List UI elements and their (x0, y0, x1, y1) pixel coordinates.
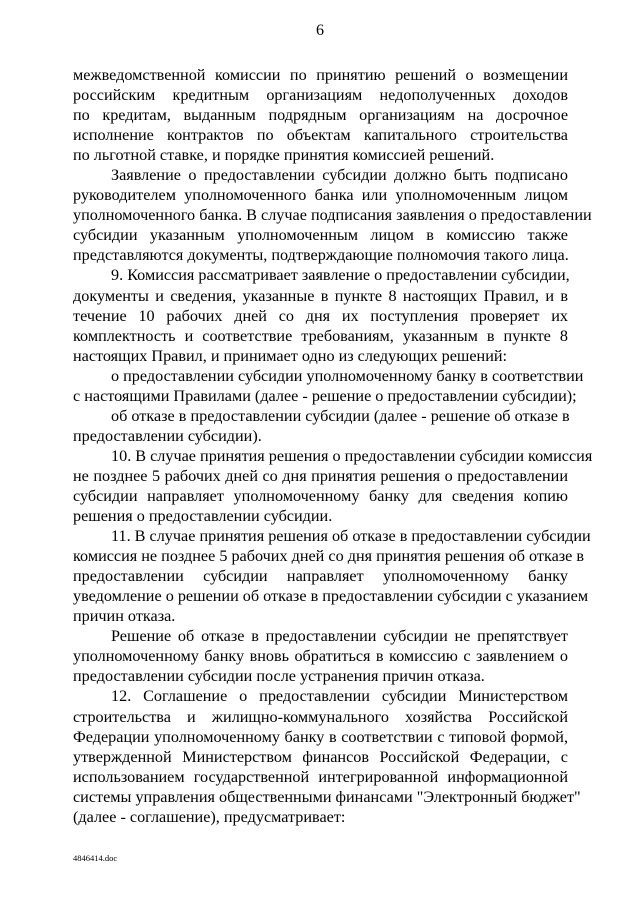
text-line: настоящих Правил, и принимает одно из следующих решений: (73, 346, 508, 365)
text-line: Решение об отказе в предоставлении субсидии не препятствует (111, 627, 568, 646)
text-line: причин отказа. (73, 607, 176, 626)
text-line: строительства и жилищно-коммунального хозяйства Российской (73, 707, 568, 726)
text-line: 11. В случае принятия решения об отказе в предоставлении субсидии (111, 527, 591, 546)
document-body (73, 65, 593, 827)
text-line: уполномоченного банка. В случае подписания заявления о предоставлении (73, 206, 592, 225)
text-line: по льготной ставке, и порядке принятия комиссией решений. (73, 146, 495, 165)
text-line: с настоящими Правилами (далее - решение о предоставлении субсидии); (73, 386, 577, 405)
text-line: документы и сведения, указанные в пункте 8 настоящих Правил, и в (73, 286, 568, 305)
paragraph (73, 526, 591, 626)
text-line: уполномоченному банку вновь обратиться в комиссию с заявлением о (73, 647, 568, 666)
text-line: Заявление о предоставлении субсидии должно быть подписано (111, 166, 568, 185)
text-line: предоставлении субсидии). (73, 426, 262, 445)
text-line: (далее - соглашение), предусматривает: (73, 807, 346, 826)
text-line: российским кредитным организациям недополученных доходов (73, 86, 568, 105)
page-number: 6 (316, 22, 324, 39)
text-line: комиссия не позднее 5 рабочих дней со дня принятия решения об отказе в (73, 547, 585, 566)
paragraph (73, 446, 593, 526)
text-line: системы управления общественными финансами "Электронный бюджет" (73, 787, 581, 806)
text-line: использованием государственной интегрированной информационной (73, 767, 568, 786)
paragraph (73, 406, 568, 446)
text-line: субсидии указанным уполномоченным лицом в комиссию также (73, 226, 568, 245)
text-line: субсидии направляет уполномоченному банку для сведения копию (73, 486, 568, 505)
paragraph (73, 686, 581, 826)
text-line: руководителем уполномоченного банка или уполномоченным лицом (73, 186, 568, 205)
text-line: утвержденной Министерством финансов Российской Федерации, с (73, 747, 568, 766)
text-line: уведомление о решении об отказе в предоставлении субсидии с указанием (73, 587, 589, 606)
text-line: исполнение контрактов по объектам капитального строительства (73, 126, 568, 145)
text-line: предоставлении субсидии после устранения причин отказа. (73, 667, 485, 686)
text-line: по кредитам, выданным подрядным организациям на досрочное (73, 106, 568, 125)
file-name-footer: 4846414.doc (73, 853, 118, 863)
text-line: предоставлении субсидии направляет уполномоченному банку (73, 567, 568, 586)
text-line: 10. В случае принятия решения о предоставлении субсидии комиссия (111, 446, 593, 465)
paragraph (73, 366, 584, 406)
text-line: об отказе в предоставлении субсидии (далее - решение об отказе в (111, 406, 570, 425)
text-line: течение 10 рабочих дней со дня их поступления проверяет их (73, 306, 568, 325)
text-line: 12. Соглашение о предоставлении субсидии Министерством (111, 687, 568, 706)
text-line: о предоставлении субсидии уполномоченному банку в соответствии (111, 366, 584, 385)
text-line: межведомственной комиссии по принятию решений о возмещении (73, 66, 568, 84)
paragraph (73, 265, 568, 365)
text-line: не позднее 5 рабочих дней со дня принятия решения о предоставлении (73, 466, 568, 485)
paragraph (73, 65, 568, 165)
text-line: Федерации уполномоченному банку в соответствии с типовой формой, (73, 727, 568, 746)
text-line: 9. Комиссия рассматривает заявление о предоставлении субсидии, (111, 266, 570, 285)
text-line: представляются документы, подтверждающие полномочия такого лица. (73, 246, 569, 265)
text-line: решения о предоставлении субсидии. (73, 507, 333, 526)
paragraph (73, 165, 592, 265)
text-line: комплектность и соответствие требованиям, указанным в пункте 8 (73, 326, 568, 345)
paragraph (73, 626, 568, 686)
